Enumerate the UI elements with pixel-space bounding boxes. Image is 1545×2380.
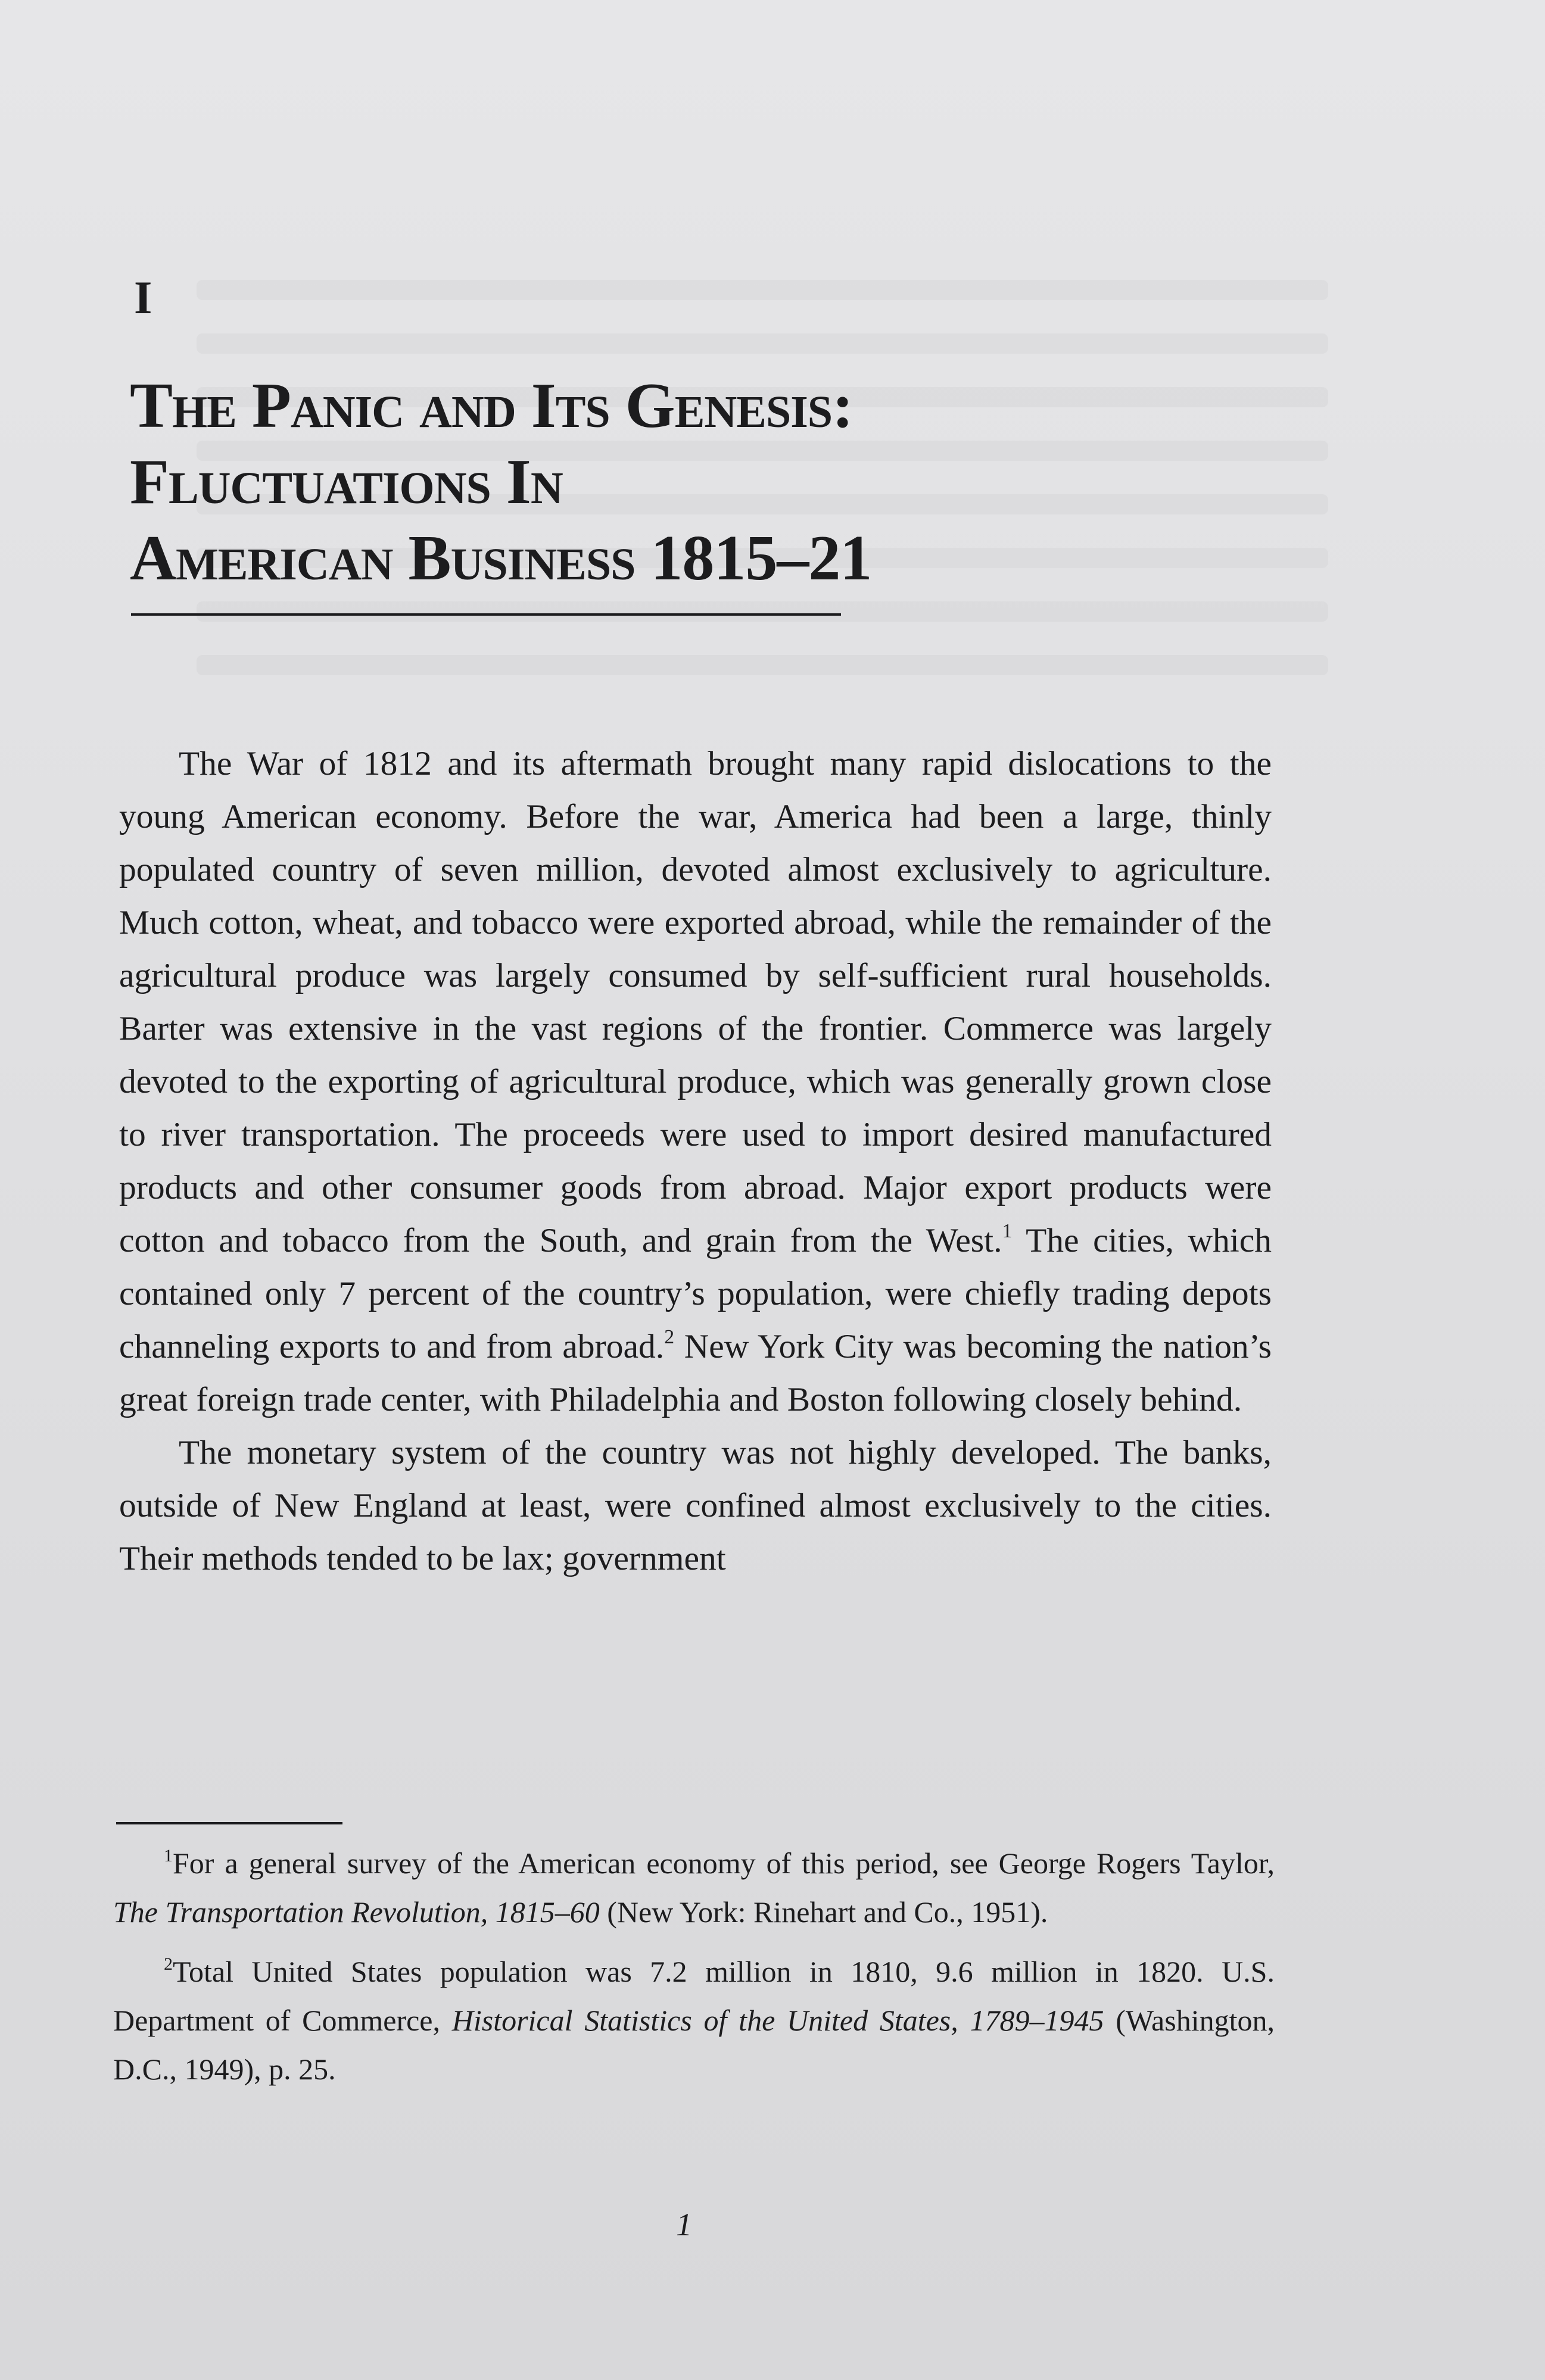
chapter-title-line: American Business 1815–21 [130, 523, 872, 594]
footnote-mark: 2 [164, 1954, 173, 1974]
show-through-line [197, 280, 1328, 300]
show-through-line [197, 333, 1328, 354]
body-text [119, 737, 1272, 1585]
footnote: $^2$Total United States population was 7.2 million in 1810, 9.6 million in 1820. U.S. Department of Commerce, Historical Statistics of the United States, 1789–1945 (Washington, D.C., 1949), p. 25. [113, 1954, 1275, 2086]
footnote-ref[interactable]: 2 [664, 1326, 675, 1348]
show-through-line [197, 601, 1328, 622]
paragraph: The monetary system of the country was not highly developed. The banks, outside of New England at least, were confined almost exclusively to the cities. Their methods tended to be lax; government [119, 1434, 1272, 1577]
footnote: $^1$For a general survey of the American economy of this period, see George Rogers Taylor, The Transportation Revolution, 1815–60 (New York: Rinehart and Co., 1951). [113, 1846, 1275, 1929]
footnote-mark: 1 [164, 1846, 173, 1866]
cited-title: The Transportation Revolution, 1815–60 [113, 1895, 600, 1929]
chapter-number: I [134, 272, 152, 323]
footnotes [113, 1839, 1275, 2104]
title-underline [131, 613, 841, 616]
cited-title: Historical Statistics of the United States, 1789–1945 [451, 2004, 1104, 2037]
chapter-title-line: Fluctuations In [130, 447, 563, 517]
chapter-title-line: The Panic and Its Genesis: [130, 370, 854, 441]
chapter-title [130, 368, 904, 597]
footnote-separator [116, 1822, 342, 1824]
show-through-line [197, 655, 1328, 675]
page-number: 1 [676, 2207, 692, 2242]
paragraph: The War of 1812 and its aftermath brought many rapid dislocations to the young American economy. Before the war, America had been a large, thinly populated country of seven million, devoted almost exclusively to agriculture. Much cotton, wheat, and tobacco were exported abroad, while the remainder of the agricultural produce was largely consumed by self-sufficient rural households. Barter was extensive in the vast regions of the frontier. Commerce was largely devoted to the exporting of agricultural produce, which was generally grown close to river transportation. The proceeds were used to import desired manufactured products and other consumer goods from abroad. Major export products were cotton and tobacco from the South, and grain from the West.$^1$ The cities, which contained only 7 percent of the country’s population, were chiefly trading depots channeling exports to and from abroad.$^2$ New York City was becoming the nation’s great foreign trade center, with Philadelphia and Boston following closely behind. [119, 745, 1272, 1418]
footnote-ref[interactable]: 1 [1002, 1220, 1013, 1242]
